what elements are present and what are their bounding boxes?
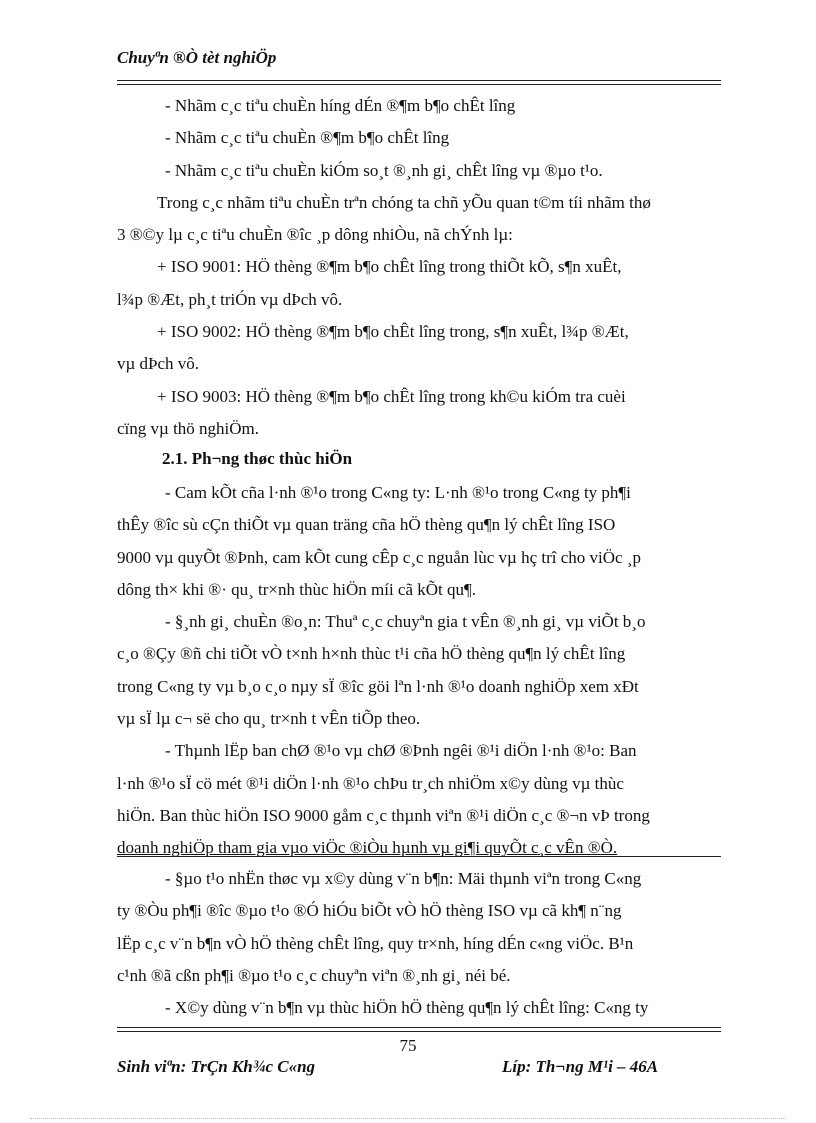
text-line: vµ sÏ lµ c¬ së cho qu¸ tr×nh t vÊn tiÕp theo. xyxy=(117,709,421,729)
text-line: c¹nh ®ã cßn ph¶i ®µo t¹o c¸c chuyªn viªn ®¸nh gi¸ néi bé. xyxy=(117,965,511,985)
header-rule-bottom xyxy=(117,84,721,85)
text-line: Trong c¸c nhãm tiªu chuÈn trªn chóng ta chñ yÕu quan t©m tíi nhãm thø xyxy=(157,192,651,212)
text-line: c¸o ®Çy ®ñ chi tiÕt vÒ t×nh h×nh thùc t¹i cña hÖ thèng qu¶n lý chÊt lîng xyxy=(117,644,626,664)
text-line: - Cam kÕt cña l·nh ®¹o trong C«ng ty: L·nh ®¹o trong C«ng ty ph¶i xyxy=(165,483,631,502)
text-line: + ISO 9003: HÖ thèng ®¶m b¶o chÊt lîng trong kh©u kiÓm tra cuèi xyxy=(157,386,626,406)
text-line: - §¸nh gi¸ chuÈn ®o¸n: Thuª c¸c chuyªn gia t vÊn ®¸nh gi¸ vµ viÕt b¸o xyxy=(165,612,646,632)
text-line: - Nhãm c¸c tiªu chuÈn ®¶m b¶o chÊt lîng xyxy=(165,128,450,148)
text-line: - Nhãm c¸c tiªu chuÈn kiÓm so¸t ®¸nh gi¸ chÊt lîng vµ ®µo t¹o. xyxy=(165,160,603,180)
body-block-2 xyxy=(117,477,721,865)
text-line: vµ dÞch vô. xyxy=(117,354,200,374)
text-line: - Thµnh lËp ban chØ ®¹o vµ chØ ®Þnh ngêi ®¹i diÖn l·nh ®¹o: Ban xyxy=(165,741,637,761)
footer-student-name: Sinh viªn: TrÇn Kh¾c C«ng xyxy=(117,1057,316,1076)
footer-rule-top xyxy=(117,1027,721,1028)
text-line: doanh nghiÖp tham gia vµo viÖc ®iÒu hµnh vµ gi¶i quyÕt c¸c vÊn ®Ò. xyxy=(117,838,618,858)
text-line: dông th× khi ®· qu¸ tr×nh thùc hiÖn míi cã kÕt qu¶. xyxy=(117,579,476,599)
text-line: l¾p ®Æt, ph¸t triÓn vµ dÞch vô. xyxy=(117,289,343,309)
section-divider xyxy=(117,856,721,857)
footer-rule-bottom xyxy=(117,1031,721,1032)
text-line: cïng vµ thö nghiÖm. xyxy=(117,418,260,438)
page-bottom-edge xyxy=(30,1118,786,1119)
text-line: trong C«ng ty vµ b¸o c¸o nµy sÏ ®îc göi lªn l·nh ®¹o doanh nghiÖp xem xÐt xyxy=(117,676,639,696)
text-line: hiÖn. Ban thùc hiÖn ISO 9000 gåm c¸c thµnh viªn ®¹i diÖn c¸c ®¬n vÞ trong xyxy=(117,805,650,825)
text-line: 3 ®©y lµ c¸c tiªu chuÈn ®îc ¸p dông nhiÒu, nã chÝnh lµ: xyxy=(117,225,513,245)
footer-class-name: Líp: Th¬ng M¹i – 46A xyxy=(502,1057,659,1076)
body-block-3 xyxy=(117,863,721,1024)
text-line: - §µo t¹o nhËn thøc vµ x©y dùng v¨n b¶n: Mäi thµnh viªn trong C«ng xyxy=(165,869,642,888)
text-line: thÊy ®îc sù cÇn thiÕt vµ quan träng cña hÖ thèng qu¶n lý chÊt lîng ISO xyxy=(117,515,616,535)
text-line: - Nhãm c¸c tiªu chuÈn híng dÉn ®¶m b¶o chÊt lîng xyxy=(165,96,516,115)
text-line: ty ®Òu ph¶i ®îc ®µo t¹o ®Ó hiÓu biÕt vÒ hÖ thèng ISO vµ cã kh¶ n¨ng xyxy=(117,901,622,921)
body-block-1 xyxy=(117,90,721,445)
header-rule-top xyxy=(117,80,721,81)
text-line: lËp c¸c v¨n b¶n vÒ hÖ thèng chÊt lîng, quy tr×nh, híng dÉn c«ng viÖc. B¹n xyxy=(117,933,634,953)
text-line: + ISO 9001: HÖ thèng ®¶m b¶o chÊt lîng trong thiÕt kÕ, s¶n xuÊt, xyxy=(157,257,622,277)
text-line: + ISO 9002: HÖ thèng ®¶m b¶o chÊt lîng trong, s¶n xuÊt, l¾p ®Æt, xyxy=(157,322,629,342)
text-line: - X©y dùng v¨n b¶n vµ thùc hiÖn hÖ thèng qu¶n lý chÊt lîng: C«ng ty xyxy=(165,998,649,1018)
section-heading: 2.1. Ph¬ng thøc thùc hiÖn xyxy=(162,449,353,468)
text-line: l·nh ®¹o sÏ cö mét ®¹i diÖn l·nh ®¹o chÞu tr¸ch nhiÖm x©y dùng vµ thùc xyxy=(117,773,624,793)
page-number: 75 xyxy=(399,1036,417,1055)
text-line: 9000 vµ quyÕt ®Þnh, cam kÕt cung cÊp c¸c nguån lùc vµ hç trî cho viÖc ¸p xyxy=(117,547,641,567)
page-header-title: Chuyªn ®Ò tèt nghiÖp xyxy=(117,48,277,67)
